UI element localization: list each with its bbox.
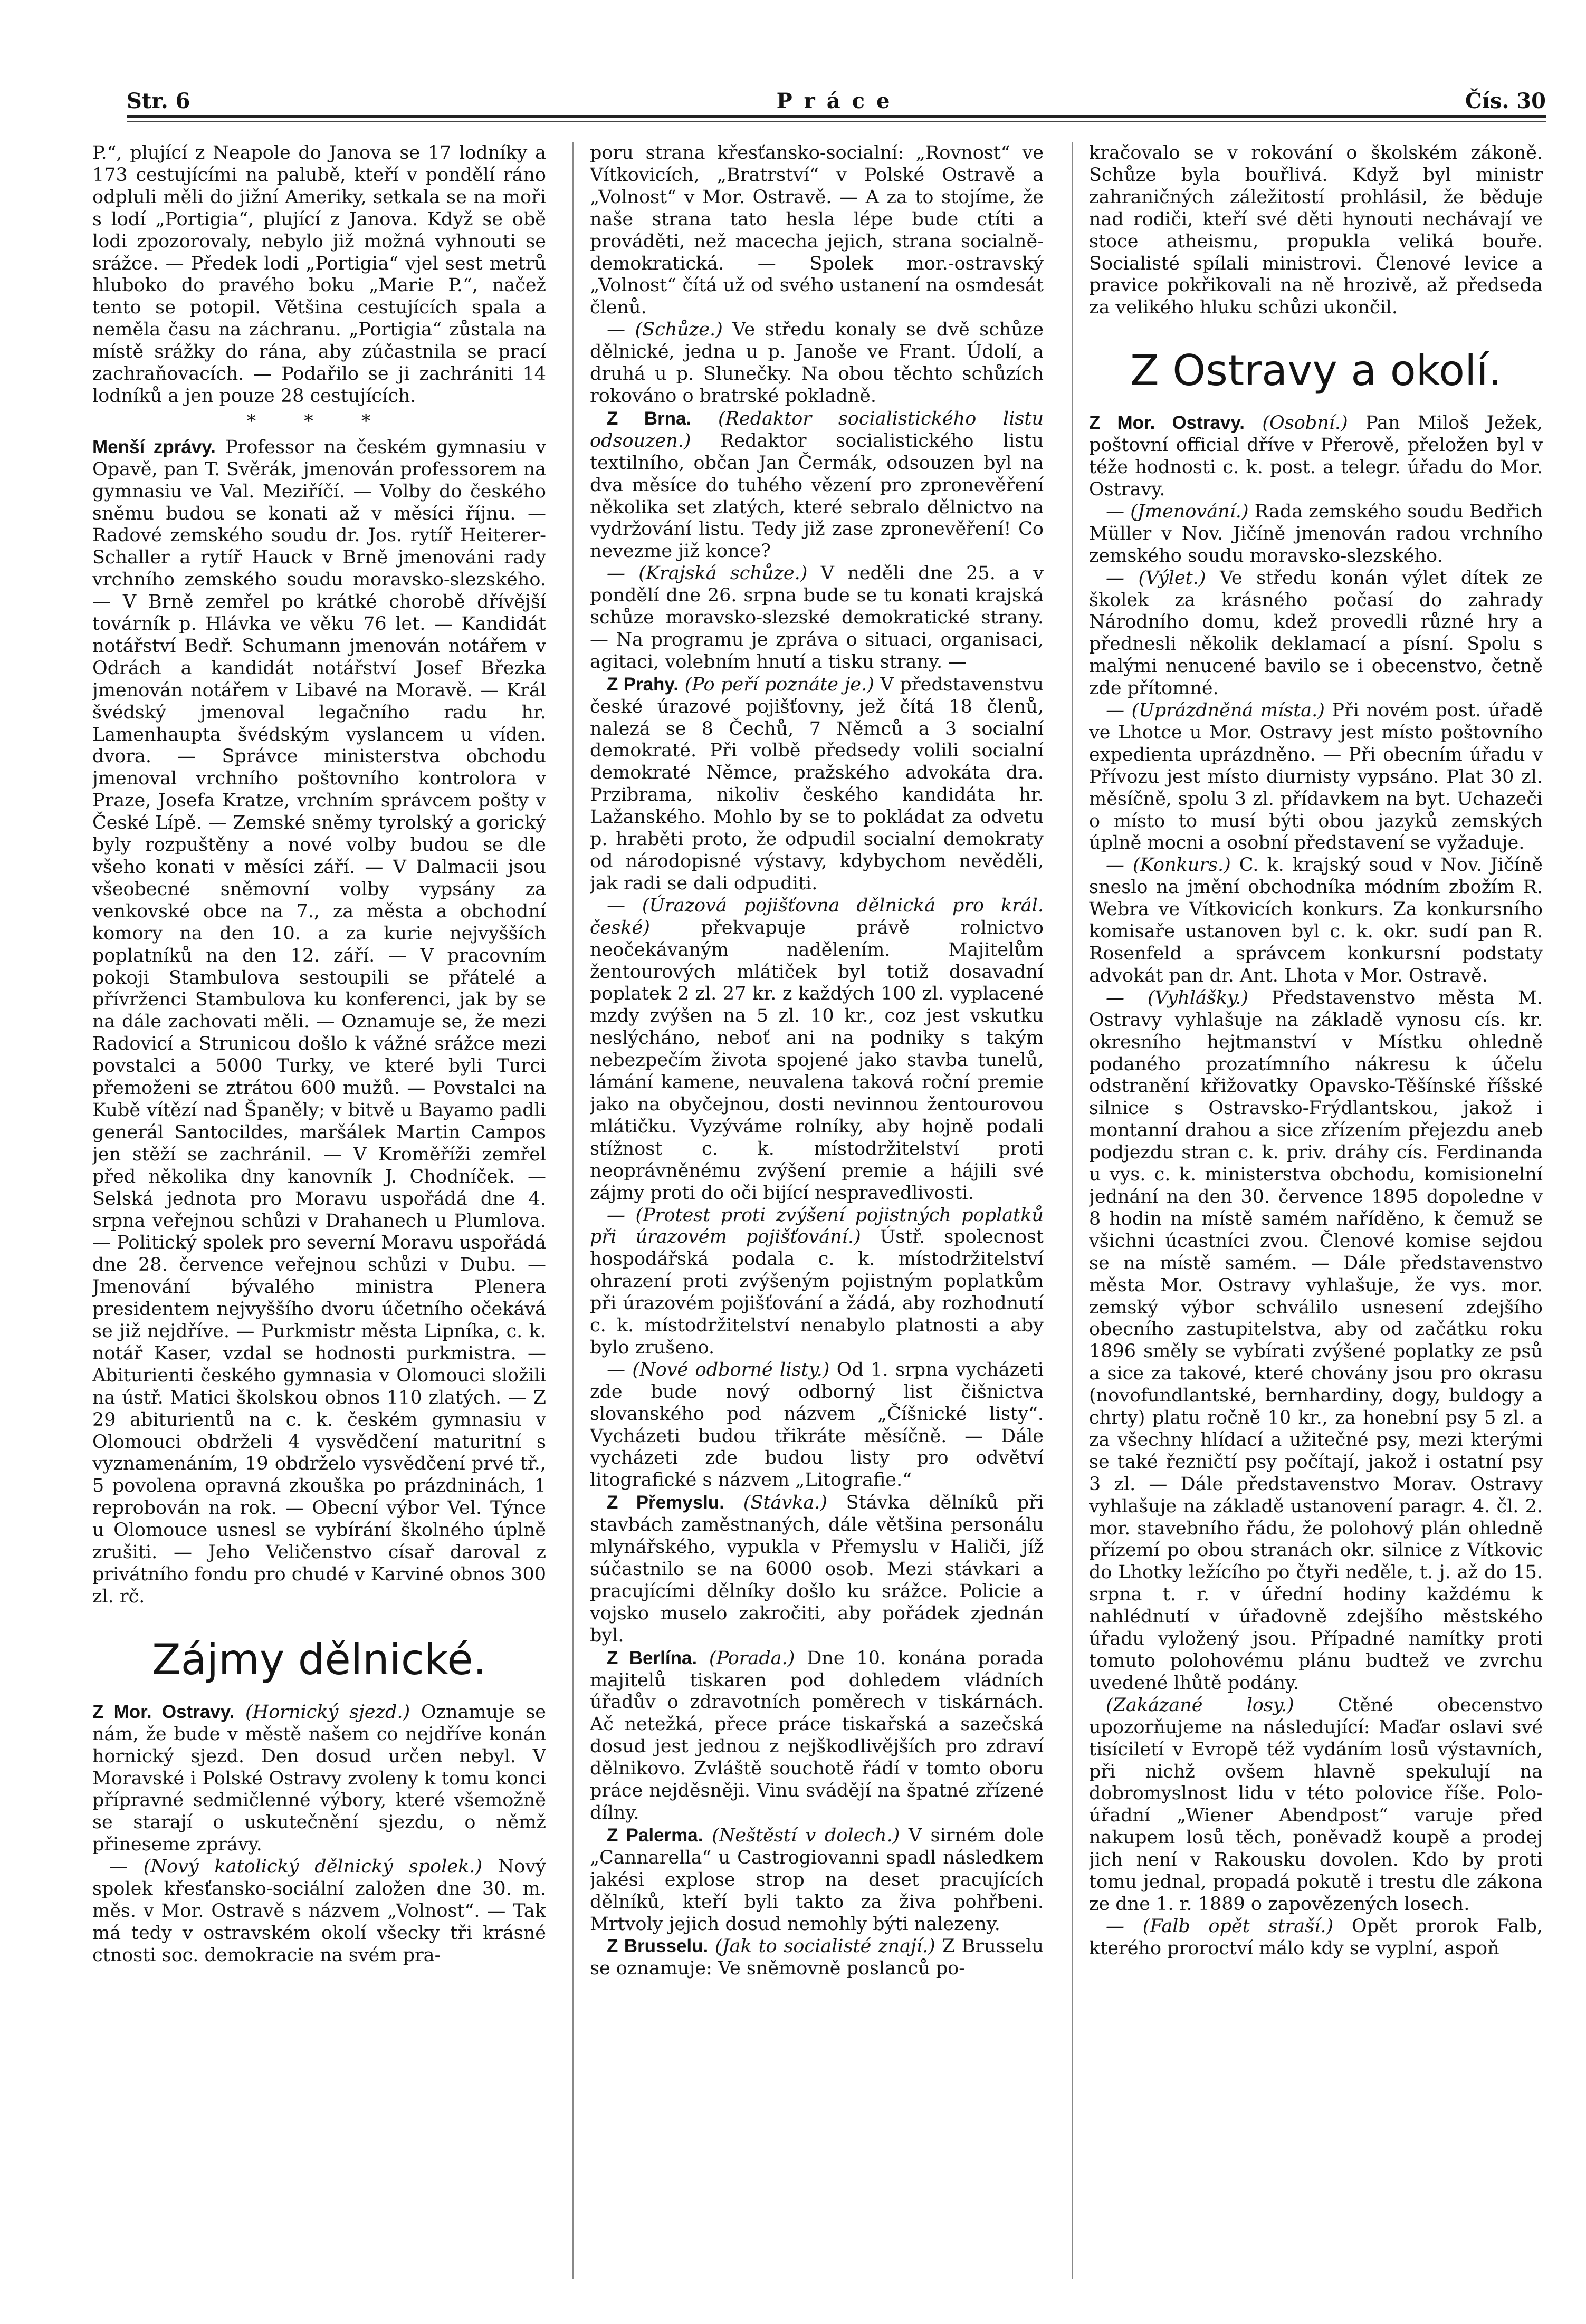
dateline: Z Prahy. [607, 674, 679, 695]
column-2 [590, 142, 1044, 2279]
article-catholic-union: — (Nový katolický dělnický spolek.) Nový spolek křesťansko-sociální založen dne 30. m. měs. v Mor. Ostravě s názvem „Volnost“. — Tak má tedy v ostravském okolí všecky tři krásné ctnosti soc. demokracie na svém pra- [92, 1856, 546, 1966]
article-topic: — (Nové odborné listy.) [607, 1359, 830, 1380]
short-news-text: Professor na českém gymnasiu v Opavě, pan T. Svěrák, jmenován professorem na gymnasiu ve Val. Meziříčí. — Volby do českého sněmu budou se konati až v měsíci říjnu. — Radové zemského soudu dr. Jos. rytíř Heiterer-Schaller a rytíř Hauck v Brně jmenováni rady vrchního zemského soudu moravsko-slezského. — V Brně zemřel po krátké chorobě dřívější továrník p. Hlávka ve věku 76 let. — Kandidát notářství Bedř. Schumann jmenován notářem v Odrách a kandidát notářství Josef Březka jmenován notářem v Libavé na Moravě. — Král švédský jmenoval legačního radu hr. Lamenhaupta švédským vyslancem u víden. dvora. — Správce ministerstva obchodu jmenoval vrchního poštovního kontrolora v Praze, Josefa Kratze, vrchním správcem pošty v České Lípě. — Zemské sněmy tyrolský a gorický byly rozpuštěny a nové volby budou se dle všeho konati v měsíci září. — V Dalmacii jsou všeobecné sněmovní volby vypsány za venkovské obce na 7., za města a obchodní komory na den 10. a za kurie nejvyšších poplatníků na den 12. září. — V pracovním pokoji Stambulova sestoupili se přátelé a přívrženci Stambulova ku konferenci, jak by se na dále zachovati měli. — Oznamuje se, že mezi Radovicí a Strunicou došlo k vážné srážce mezi povstalci a 5000 Turky, ve které byli Turci přemoženi se ztrátou 600 mužů. — Povstalci na Kubě vítězí nad Španěly; v bitvě u Bayamo padli generál Santocildes, maršálek Martin Campos jen stěží se zachránil. — V Kroměříži zemřel před několika dny kanovník J. Chodníček. — Selská jednota pro Moravu uspořádá dne 4. srpna veřejnou schůzi v Drahanech u Plumlova. — Politický spolek pro severní Moravu uspořádá dne 28. července veřejnou schůzi v Dubu. — Jmenování bývalého ministra Plenera presidentem nejvyššího dvoru účetního očekává se již nejdříve. — Purkmistr města Lipníka, c. k. notář Kaser, vzdal se hodnosti purkmistra. — Abiturienti českého gymnasia v Olomouci složili na ústř. Matici školskou obnos 110 zlatých. — Z 29 abiturientů na c. k. českém gymnasiu v Olomouci obdrželi 4 vysvědčení maturitní s vyznamenáním, 19 obdrželo vysvědčení prvé tř., 5 povolena opravná zkouška po prázdninách, 1 reprobován na rok. — Obecní výbor Vel. Týnce u Olomouce usnesl se vybírání školného úplně zrušiti. — Jeho Veličenstvo císař daroval z privátního fondu pro chudé v Karviné obnos 300 zl. rč. [92, 436, 546, 1607]
article-przemysl [590, 1492, 1044, 1647]
column-divider-1 [572, 142, 574, 2279]
article-text: Ve středu konaly se dvě schůze dělnické, jedna u p. Janoše ve Frant. Údolí, a druhá u p. Slunečky. Na obou těchto schůzích rokováno o bratrské pokladně. [590, 319, 1044, 407]
article-text: Oznamuje se nám, že bude v městě našem co nejdříve konán hornický sjezd. Den dosud určen nebyl. V Moravské i Polské Ostravy zvoleny k tomu konci přípravné sedmičlenné výbory, které všemožně se starají o uskutečnění sjezdu, o němž přineseme zprávy. [92, 1701, 546, 1856]
dateline: Z Mor. Ostravy. [92, 1701, 235, 1722]
page-header [127, 89, 1546, 126]
article-text: Od 1. srpna vycházeti zde bude nový odborný list čišnictva slovanského pod názvem „Číšnické listy“. Vycházeti budou třikráte měsíčně. — Dále vycházeti zde budou listy pro odvětví litografické s názvem „Litografie.“ [590, 1359, 1044, 1491]
section-heading-ostrava: Z Ostravy a okolí. [1130, 346, 1502, 396]
article-topic: (Stávka.) [743, 1492, 827, 1514]
article-continuation: poru strana křesťansko-socialní: „Rovnost“ ve Vítkovicích, „Bratrství“ v Polské Ostravě a „Volnost“ v Mor. Ostravě. — A za to stojíme, že naše strana tato hesla lépe bude ctíti a prováděti, než macecha jejich, strana socialně-demokratická. — Spolek mor.-ostravský „Volnost“ čítá už od svého ustanení na osmdesát členů. [590, 142, 1044, 319]
article-vacancies [1089, 700, 1543, 854]
article-text: Dne 10. konána porada majitelů tiskaren pod dohledem vládních úřadův o zdravotních poměrech v tiskárnách. Ač netežká, přece práce tiskařská a sazečská dosud jest jednou z nejškodlivějších pro zdraví dělnikovo. Zvláště souchotě řádí v tomto oboru práce nejděsněji. Vinu svádějí na špatné zřízené dílny. [590, 1647, 1044, 1823]
header-rule-thin [127, 121, 1546, 122]
article-topic: — (Úrazová pojišťovna dělnická pro král. české) [590, 895, 1044, 938]
dateline: Z Palerma. [607, 1824, 703, 1846]
article-notices [1089, 987, 1543, 1695]
article-text: překvapuje právě rolnictvo neočekávaným nadělením. Majitelům žentourových mlátiček byl totiž dosavadní poplatek 2 zl. 27 kr. z každých 100 zl. vyplacené mzdy zvýšen na 5 zl. 10 kr., coz jest vskutku neslýcháno, neboť ani na podniky s takým nebezpečím života spojené jako stavba tunelů, lámání kamene, neuvalena taková roční premie jako na obyčejnou, dosti nevinnou žentourovou mlátičku. Vyzýváme rolníky, aby hojně podali stížnost c. k. místodržitelství proti neoprávněnému zvýšení premie a hájili své zájmy proti do oči bijící nespravedlivosti. [590, 917, 1044, 1204]
article-topic: — (Vyhlášky.) [1106, 987, 1248, 1009]
dateline: Z Brna. [607, 408, 692, 429]
article-appointment [1089, 501, 1543, 568]
article-topic: (Neštěstí v dolech.) [712, 1824, 900, 1846]
header-rule-thick [127, 115, 1546, 118]
article-topic: — (Uprázdněná místa.) [1106, 700, 1325, 722]
article-topic: — (Konkurs.) [1106, 854, 1231, 876]
article-continuation: kračovalo se v rokování o školském zákoně. Schůze byla bouřlivá. Když byl ministr zahraničných záležitostí prohlásil, že běduje nad rodiči, kteří své děti hynouti nechávají ve stoce atheismu, propukla veliká bouře. Socialisté spílali ministrovi. Členové levice a pravice pokřikovali na ně hrozivě, až předseda za velikého hluku schůzi ukončil. [1089, 142, 1543, 319]
article-bankruptcy [1089, 854, 1543, 987]
dateline: Z Brusselu. [607, 1936, 709, 1957]
article-ship-collision: P.“, plující z Neapole do Janova se 17 lodníky a 173 cestujícími na palubě, kteří v pondělí ráno odpluli měli do jižní Ameriky, setkala se na moři s lodí „Portigia“, plující z Janova. Když se obě lodi zpozorovaly, nebylo již možná vyhnouti se srážce. — Předek lodi „Portigia“ vjel sest metrů hluboko do pravého boku „Marie P.“, načež tento se potopil. Většina cestujících spala a neměla času na záchranu. „Portigia“ zůstala na místě srážky do rána, aby zúčastnila se prací zachraňovacích. — Podařilo se ji zachrániti 14 lodníků a jen pouze 28 cestujících. [92, 142, 546, 407]
article-forbidden-lottery [1089, 1695, 1543, 1916]
article-topic: (Nový katolický dělnický spolek.) [143, 1856, 483, 1878]
article-falb [1089, 1916, 1543, 1960]
column-divider-2 [1072, 142, 1073, 2279]
column-1 [92, 142, 546, 2279]
article-miners-congress [92, 1701, 546, 1856]
short-news-label: Menší zprávy. [92, 436, 216, 457]
article-text: Rada zemského soudu Bedřich Müller v Nov. Jičíně jmenován radou vrchního zemského soudu moravsko-slezského. [1089, 501, 1543, 566]
article-topic: — (Protest proti zvýšení pojistných poplatků při úrazovém pojišťování.) [590, 1204, 1044, 1248]
article-text: Ústř. spolecnost hospodářská podala c. k. místodržitelství ohrazení proti zvýšeným pojistným poplatkům při úrazovém pojišťování a žádá, aby rozhodnutí c. k. místodržitelství nenabylo platnosti a aby bylo zrušeno. [590, 1226, 1044, 1358]
article-accident-insurance [590, 895, 1044, 1205]
article-text: Pan Miloš Ježek, poštovní official dříve v Přerově, přeložen byl v téže hodnosti c. k. post. a telegr. úřadu do Mor. Ostravy. [1089, 412, 1543, 500]
article-text: Při novém post. úřadě ve Lhotce u Mor. Ostravy jest místo poštovního expedienta uprázdněno. — Při obecním úřadu v Přívozu jest místo diurnisty vypsáno. Plat 30 zl. měsíčně, spolu 3 zl. přídavkem na byt. Uchazeči o místo to musí býti obou jazyků zemských úplně mocni a osobní představení se vyžaduje. [1089, 700, 1543, 854]
page-number: Str. 6 [127, 89, 190, 113]
dateline: Z Přemyslu. [607, 1492, 725, 1513]
article-palermo [590, 1824, 1044, 1936]
column-3 [1089, 142, 1543, 2279]
article-text: Nový spolek křesťansko-sociální založen dne 30. m. měs. v Mor. Ostravě s názvem „Volnost“. — Tak má tedy v ostravském okolí všecky tři krásné ctnosti soc. demokracie na svém pra- [92, 1856, 546, 1966]
article-berlin [590, 1647, 1044, 1824]
article-text: Ve středu konán výlet dítek ze školek za krásného počasí do zahrady Národního domu, kdež provedli různé hry a přednesli několik deklamací a písní. Spolu s malými nenucené bavilo se i obecenstvo, četně zde přítomné. [1089, 567, 1543, 699]
article-topic: (Porada.) [709, 1647, 795, 1669]
article-text: Stávka dělníků při stavbách zaměstnaných, dále většina personálu mlynářského, vypukla v Přemyslu v Haliči, jíž súčastnilo se na 6000 osob. Mezi stávkari a pracujícími dělníky došlo ku srážce. Policie a vojsko muselo zakročiti, aby pořádek zjednán byl. [590, 1492, 1044, 1646]
article-personal [1089, 412, 1543, 501]
article-text: V neděli dne 25. a v pondělí dne 26. srpna bude se tu konati krajská schůze moravsko-slezské demokratické strany. — Na programu je zpráva o situaci, organisaci, agitaci, volebním hnutí a tisku strany. — [590, 563, 1044, 673]
article-prague [590, 674, 1044, 895]
article-text: Z Brusselu se oznamuje: Ve sněmovně poslanců po- [590, 1936, 1044, 1980]
article-short-news [92, 436, 546, 1608]
article-regional-meeting [590, 563, 1044, 674]
article-text: C. k. krajský soud v Nov. Jičíně sneslo na jmění obchodníka módním zbožím R. Webra ve Vítkovicích konkurs. Za konkursního komisaře ustanoven byl c. k. okr. sudí pan R. Rosenfeld a správcem konkursní podstaty advokát pan dr. Ant. Lhota v Mor. Ostravě. [1089, 854, 1543, 986]
article-trip [1089, 568, 1543, 700]
article-topic: (Jak to socialisté znají.) [715, 1936, 935, 1957]
article-topic: — (Jmenování.) [1106, 501, 1249, 522]
article-text: Redaktor socialistického listu textilního, občan Jan Čermák, odsouzen byl na dva měsíce do tuhého vězení pro zpronevěření několika set zlatých, které sebralo dělnictvo na vydržování listu. Tedy již zase zpronevěření! Co nevezme již konce? [590, 430, 1044, 562]
article-new-papers [590, 1359, 1044, 1492]
article-topic: — (Výlet.) [1106, 567, 1206, 589]
article-topic: — (Krajská schůze.) [607, 563, 808, 584]
article-text: V sirném dole „Cannarella“ u Castrogiovanni spadl následkem jakési explose strop na deset pracujících dělníků, kteří byli takto za živa pohřbeni. Mrtvoly jejich dosud nemohly býti nalezeny. [590, 1824, 1044, 1935]
section-heading-workers: Zájmy dělnické. [151, 1635, 487, 1684]
article-topic: (Redaktor socialistického listu odsouzen.) [590, 408, 1044, 452]
article-topic: — (Falb opět straší.) [1106, 1915, 1334, 1937]
dateline: Z Berlína. [607, 1647, 698, 1668]
article-topic: — (Schůze.) [607, 319, 723, 341]
article-text: Představenstvo města M. Ostravy vyhlašuje na základě vynosu cís. kr. okresního hejtmanství v Místku ohledně podaného prozatímního nákresu k účelu odstranění křižovatky Opavsko-Těšínské říšské silnice s Ostravsko-Frýdlantskou, jakož i montanní drahou a sice zřízením přejezdu aneb podjezdu stran c. k. priv. dráhy cís. Ferdinanda u vys. c. k. ministerstva obchodu, komisionelní jednání na den 30. července 1895 dopoledne v 8 hodin na místě samém naříděno, k čemuž se všichni úcastníci zvou. Členové komise sejdou se na místě samém. — Dále představenstvo města Mor. Ostravy vyhlašuje, že vys. mor. zemský výbor schválilo usnesení zdejšího obecního zastupitelstva, aby od začátku roku 1896 směly se vybírati zvýšené poplatky ze psů a sice za takové, které chovány jsou pro okrasu (novofundlantské, bernhardiny, dogy, buldogy a chrty) platu ročně 10 kr., za honební psy 5 zl. a za všechny hlídací a užitečné psy, mezi kterými se také řezničtí psy počítají, jakož i ostatní psy 3 zl. — Dále představenstvo Morav. Ostravy vyhlašuje na základě ustanovení paragr. 4. čl. 2. mor. stavebního řádu, že polohový plán ohledně přízemí po obou stranách okr. silnice z Vítkovic do Lhotky ležícího po čtyři neděle, t. j. až do 15. srpna t. r. v úřední hodiny každému k nahlédnutí v úřadovně zdejšího městského úřadu vyložený jsou. Případné namítky proti tomuto polohovému plánu budtež ve zvrchu uvedené lhůtě podány. [1089, 987, 1543, 1694]
article-topic: (Zakázané losy.) [1106, 1694, 1294, 1716]
article-brussels [590, 1935, 1044, 1980]
article-text: V představenstvu české úrazové pojišťovny, jež čítá 18 členů, nalezá se 8 Čechů, 7 Němců a 3 socialní demokraté. Při volbě předsedy volili socialní demokraté Němce, pražského advokáta dra. Przibrama, nikoliv českého kandidáta hr. Lažanského. Mohlo by se to pokládat za odvetu p. hraběti proto, že odpudil socialní demokraty od národopisné výstavy, kdybychom nevěděli, jak radi se dali odpuditi. [590, 674, 1044, 894]
article-text: Opět prorok Falb, kterého proroctví málo kdy se vyplní, aspoň [1089, 1915, 1543, 1959]
article-topic: (Osobní.) [1262, 412, 1348, 434]
dateline: Z Mor. Ostravy. [1089, 412, 1245, 434]
newspaper-title: Práce [776, 89, 902, 113]
article-protest [590, 1205, 1044, 1359]
article-topic: (Po peří poznáte je.) [684, 674, 874, 695]
article-brno-editor [590, 408, 1044, 563]
article-meetings [590, 319, 1044, 408]
section-separator: * * * [246, 410, 392, 432]
article-text: Ctěné obecenstvo upozorňujeme na následující: Maďar oslavi své tisíciletí v Evropě též vydáním losů výstavních, při nichž ovšem hlavně spekulují na dobromyslnost lidu v této polovice říše. Polo-úřadní „Wiener Abendpost“ varuje před nakupem losů těch, poněvadž koupě a prodej jich není v Rakousku dovolen. Kdo by proti tomu jednal, propadá pokutě i trestu dle zákona ze dne 1. r. 1889 o zapovězených losech. [1089, 1694, 1543, 1915]
issue-number: Čís. 30 [1465, 89, 1546, 113]
article-topic: (Hornický sjezd.) [245, 1701, 410, 1723]
